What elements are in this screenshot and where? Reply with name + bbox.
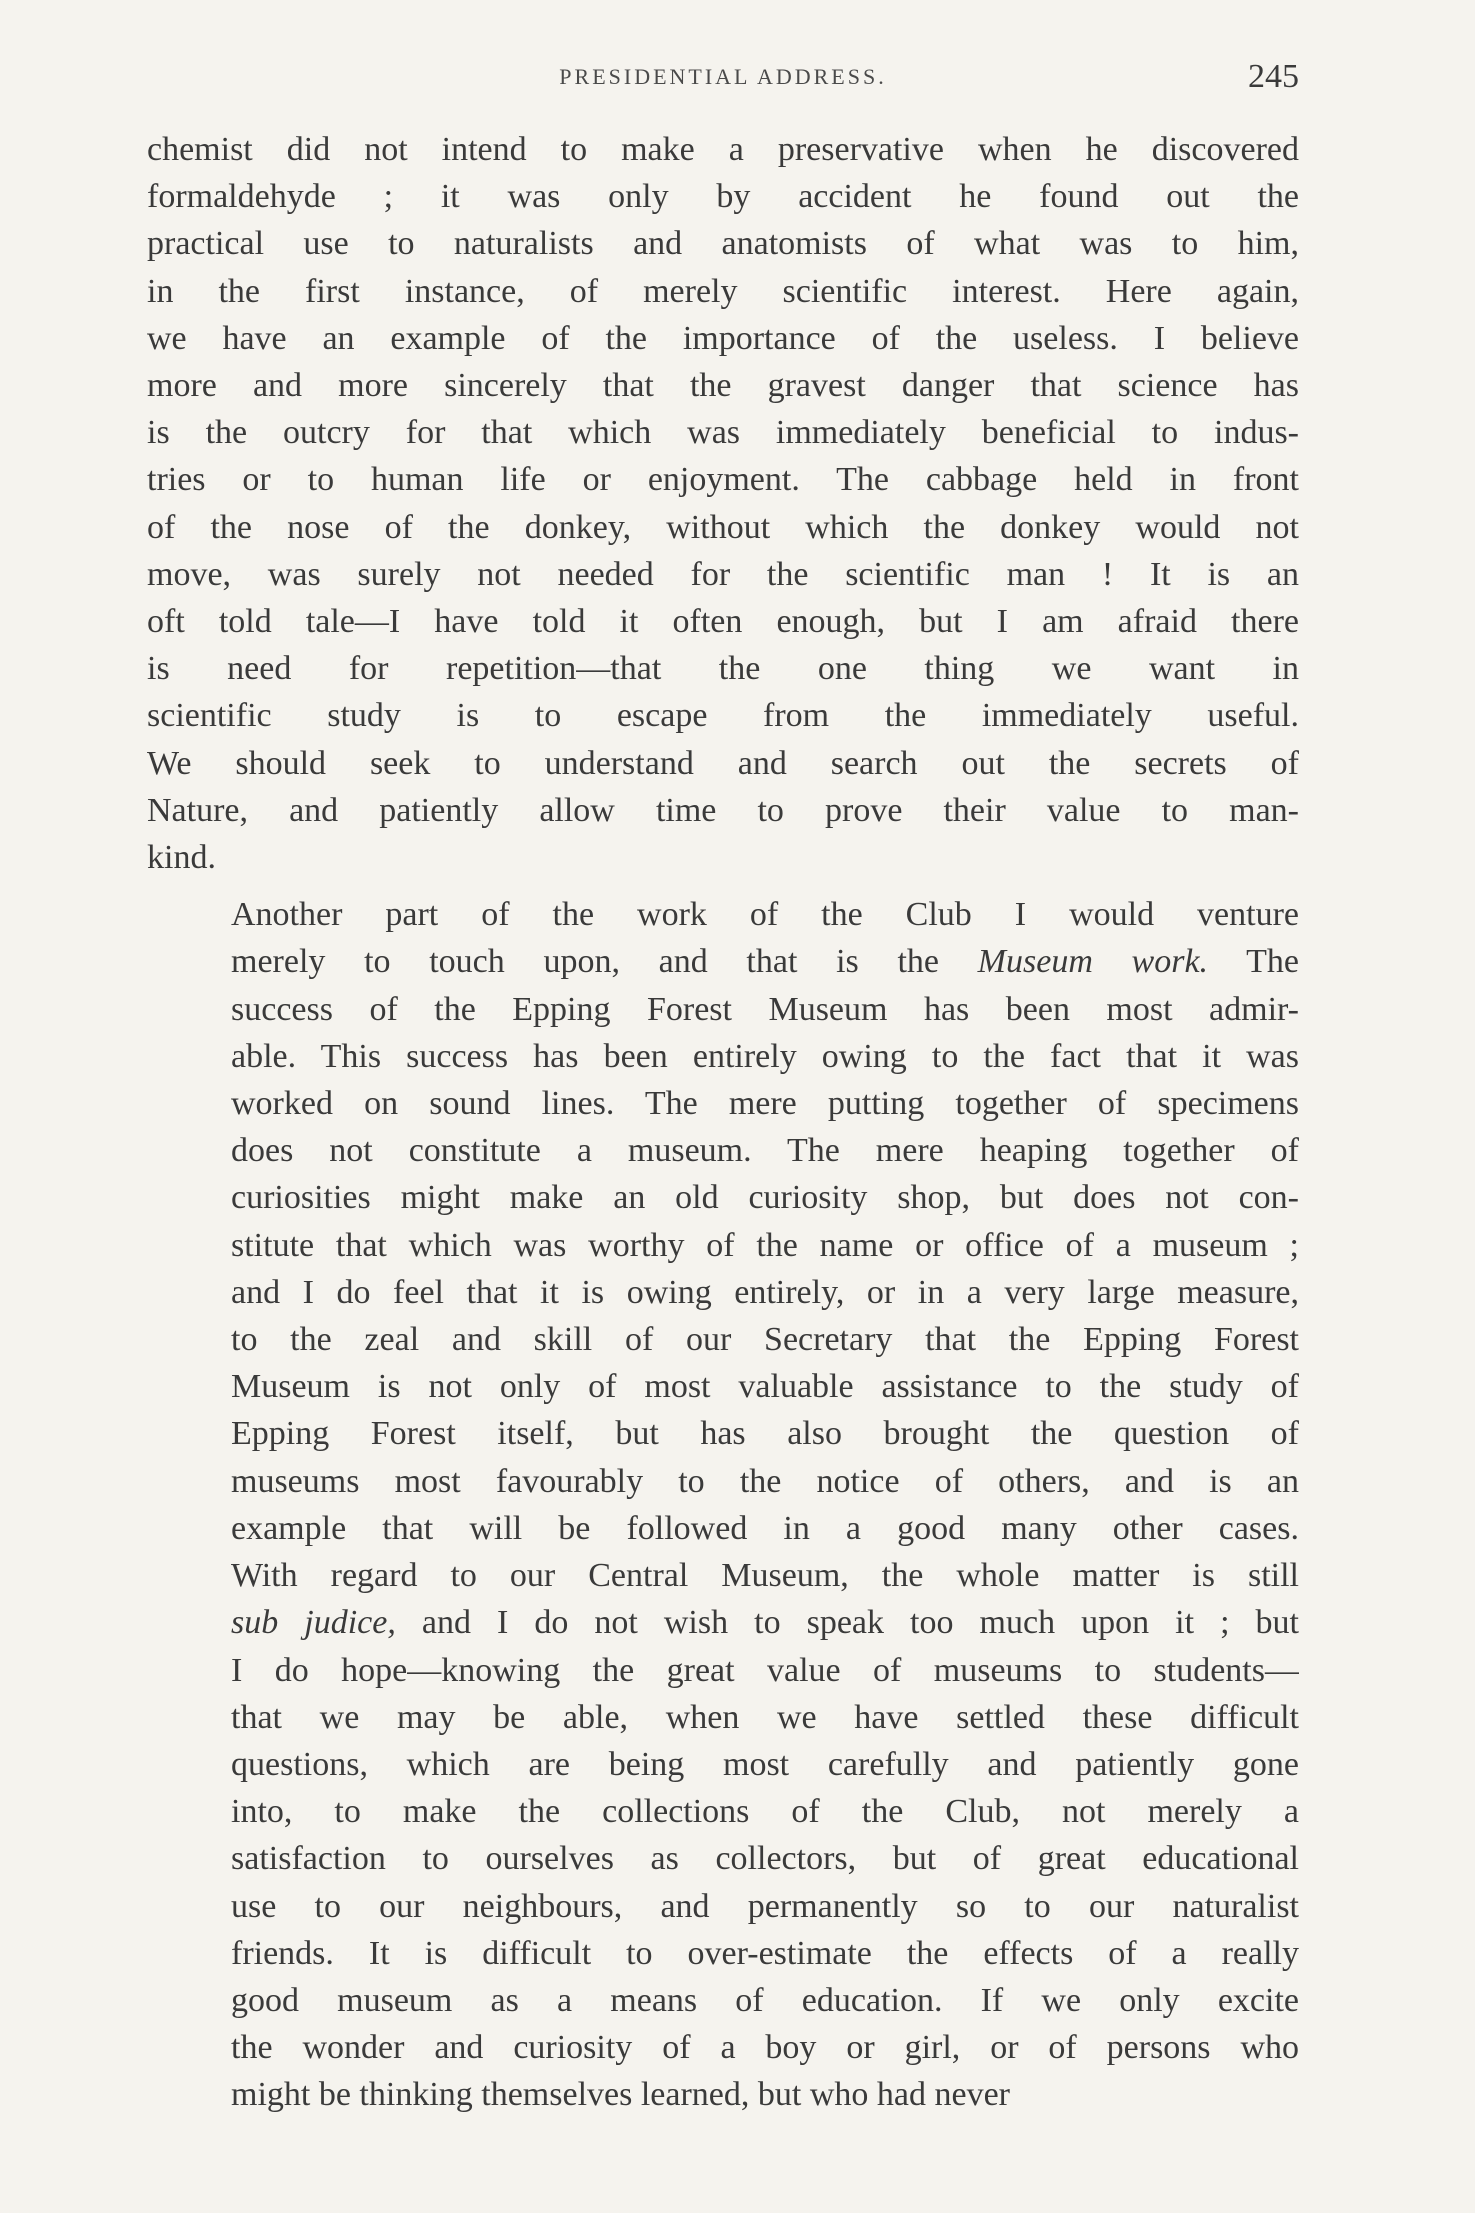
running-title: PRESIDENTIAL ADDRESS. — [559, 64, 887, 89]
text-line — [147, 1883, 1299, 1930]
line-text: practical use to naturalists and anatomists of what was to him, — [147, 225, 1299, 263]
text-line — [147, 834, 1299, 881]
text-line — [147, 1599, 1299, 1646]
text-line — [147, 126, 1299, 173]
text-line — [147, 1694, 1299, 1741]
text-line — [147, 504, 1299, 551]
line-text: oft told tale—I have told it often enough, but I am afraid there — [147, 603, 1299, 641]
text-line — [147, 1410, 1299, 1457]
line-text: museums most favourably to the notice of others, and is an — [231, 1462, 1299, 1500]
line-text: might be thinking themselves learned, but who had never — [231, 2076, 1010, 2114]
line-text: is need for repetition—that the one thing we want in — [147, 650, 1299, 688]
line-text: use to our neighbours, and permanently so to our naturalist — [231, 1887, 1299, 1925]
line-text: able. This success has been entirely owing to the fact that it was — [231, 1037, 1299, 1075]
line-text: example that will be followed in a good many other cases. — [231, 1509, 1299, 1547]
line-text: chemist did not intend to make a preservative when he discovered — [147, 131, 1299, 168]
line-text: that we may be able, when we have settled these difficult — [231, 1698, 1299, 1736]
text-line — [147, 1505, 1299, 1552]
line-text: satisfaction to ourselves as collectors, but of great educational — [231, 1840, 1299, 1878]
text-line — [147, 1835, 1299, 1882]
text-line — [147, 1080, 1299, 1127]
text-line — [147, 938, 1299, 985]
text-line — [147, 551, 1299, 598]
body-text — [147, 126, 1299, 2119]
text-line — [147, 787, 1299, 834]
text-line — [147, 1033, 1299, 1080]
text-line — [147, 645, 1299, 692]
line-text: good museum as a means of education. If we only excite — [231, 1981, 1299, 2019]
line-text: Nature, and patiently allow time to prove their value to man- — [147, 791, 1299, 829]
line-text: Epping Forest itself, but has also brought the question of — [231, 1415, 1299, 1453]
line-text: success of the Epping Forest Museum has been most admir- — [231, 990, 1299, 1028]
text-line — [147, 1647, 1299, 1694]
text-line — [147, 220, 1299, 267]
text-line — [147, 692, 1299, 739]
text-line — [147, 1977, 1299, 2024]
text-line — [147, 1741, 1299, 1788]
text-line — [147, 315, 1299, 362]
text-line — [147, 173, 1299, 220]
line-text: We should seek to understand and search out the secrets of — [147, 744, 1299, 782]
line-text: I do hope—knowing the great value of museums to students— — [231, 1651, 1299, 1689]
text-line — [147, 362, 1299, 409]
text-line — [147, 598, 1299, 645]
text-line — [147, 2071, 1299, 2118]
text-line — [147, 740, 1299, 787]
line-text: kind. — [147, 839, 216, 877]
running-head — [147, 58, 1299, 108]
text-line — [147, 1930, 1299, 1977]
text-line — [147, 1174, 1299, 1221]
line-text: we have an example of the importance of the useless. I believe — [147, 319, 1299, 357]
text-line — [147, 1316, 1299, 1363]
text-line — [147, 268, 1299, 315]
line-text: formaldehyde ; it was only by accident he found out the — [147, 178, 1299, 216]
text-line — [147, 409, 1299, 456]
text-line — [147, 1363, 1299, 1410]
line-text: tries or to human life or enjoyment. The cabbage held in front — [147, 461, 1299, 499]
line-text: The — [1208, 943, 1299, 981]
line-text: questions, which are being most carefully and patiently gone — [231, 1745, 1299, 1783]
italic-phrase: Museum work. — [977, 943, 1209, 981]
text-line — [147, 1269, 1299, 1316]
line-text: move, was surely not needed for the scientific man ! It is an — [147, 555, 1299, 593]
text-line — [147, 1552, 1299, 1599]
line-text: to the zeal and skill of our Secretary that the Epping Forest — [231, 1321, 1299, 1359]
line-text: With regard to our Central Museum, the whole matter is still — [231, 1557, 1299, 1595]
line-text: curiosities might make an old curiosity shop, but does not con- — [231, 1179, 1299, 1217]
text-line — [147, 456, 1299, 503]
text-line — [147, 1458, 1299, 1505]
line-text: is the outcry for that which was immediately beneficial to indus- — [147, 414, 1299, 452]
line-text: Another part of the work of the Club I would venture — [231, 896, 1299, 934]
line-text: the wonder and curiosity of a boy or girl, or of persons who — [231, 2029, 1299, 2067]
text-line — [147, 1222, 1299, 1269]
line-text: Museum is not only of most valuable assistance to the study of — [231, 1368, 1299, 1406]
line-text: friends. It is difficult to over-estimate the effects of a really — [231, 1934, 1299, 1972]
text-line — [147, 986, 1299, 1033]
page-number: 245 — [1248, 58, 1299, 95]
line-text: does not constitute a museum. The mere heaping together of — [231, 1132, 1299, 1170]
paragraph-museum-work — [147, 891, 1299, 2118]
line-text: more and more sincerely that the gravest danger that science has — [147, 367, 1299, 405]
line-text: in the first instance, of merely scientific interest. Here again, — [147, 272, 1299, 310]
italic-phrase: sub judice, — [231, 1604, 396, 1642]
line-text: and I do feel that it is owing entirely, or in a very large measure, — [231, 1273, 1299, 1311]
text-line — [147, 1788, 1299, 1835]
line-text: merely to touch upon, and that is the — [231, 943, 978, 981]
paragraph-preservative — [147, 126, 1299, 881]
line-text: worked on sound lines. The mere putting together of specimens — [231, 1085, 1299, 1123]
line-text: and I do not wish to speak too much upon it ; but — [395, 1604, 1299, 1642]
line-text: scientific study is to escape from the immediately useful. — [147, 697, 1299, 735]
line-text: into, to make the collections of the Club, not merely a — [231, 1793, 1299, 1831]
line-text: of the nose of the donkey, without which the donkey would not — [147, 508, 1299, 546]
text-line — [147, 891, 1299, 938]
text-line — [147, 2024, 1299, 2071]
line-text: stitute that which was worthy of the name or office of a museum ; — [231, 1226, 1299, 1264]
text-line — [147, 1127, 1299, 1174]
